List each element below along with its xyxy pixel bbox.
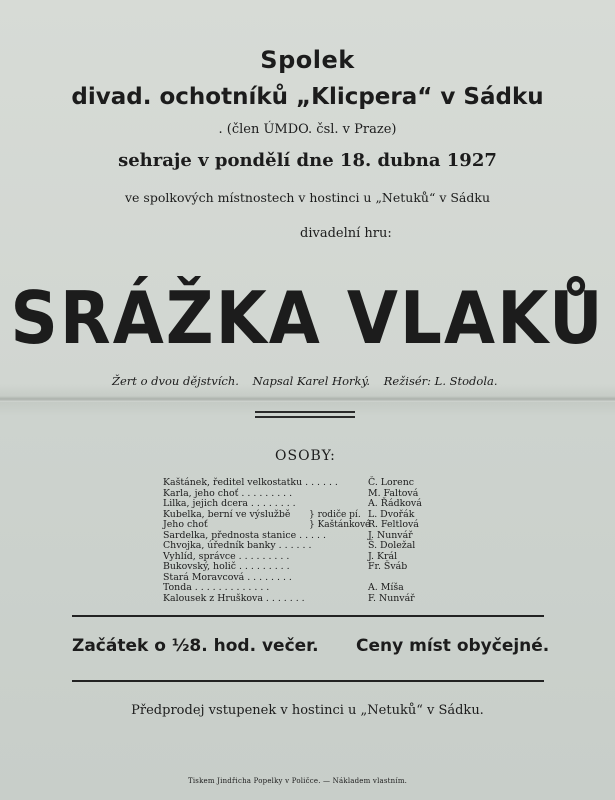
divider-bottom [255, 416, 355, 418]
cast-actor: A. Řádková [368, 498, 422, 509]
cast-actor: R. Feltlová [368, 519, 419, 530]
cast-actor: A. Míša [368, 582, 404, 593]
divider-top [255, 411, 355, 413]
cast-role: Jeho choť [163, 519, 208, 530]
header-membership: . (člen ÚMDO. čsl. v Praze) [218, 122, 397, 137]
cast-role: Sardelka, přednosta stanice [163, 529, 297, 541]
cast-leader-dots: . . . . . . [275, 540, 312, 551]
rule-top [72, 615, 544, 617]
play-credits [112, 374, 508, 388]
cast-leader-dots: . . . . . . . . [247, 498, 296, 509]
cast-role: Bukovský, holič [163, 561, 236, 572]
cast-leader-dots: . . . . . . . [262, 592, 305, 604]
start-time: Začátek o ½8. hod. večer. [72, 636, 319, 656]
cast-actor: F. Nunvář [368, 592, 415, 604]
cast-leader-dots: . . . . . . . . . [235, 550, 290, 562]
play-genre: Žert o dvou dějstvích. [112, 374, 239, 388]
play-director: Režisér: L. Stodola. [383, 374, 498, 388]
performance-date: sehraje v pondělí dne 18. dubna 1927 [118, 150, 497, 171]
cast-row [163, 594, 423, 605]
cast-leader-dots: . . . . . . . . [244, 571, 292, 583]
cast-role: Lilka, jejich dcera [163, 498, 248, 509]
cast-role-note: } rodiče pí. [309, 509, 361, 520]
presale-info: Předprodej vstupenek v hostinci u „Netuků“ v Sádku. [131, 703, 484, 718]
cast-role: Stará Moravcová [163, 571, 245, 583]
printer-imprint: Tiskem Jindřicha Popelky v Poličce. — Nákladem vlastním. [188, 777, 408, 785]
cast-row [163, 499, 423, 510]
cast-leader-dots: . . . . . . . . . . . . . [191, 582, 270, 593]
play-author: Napsal Karel Horký. [252, 374, 371, 388]
paper-fold [0, 396, 615, 402]
cast-actor: Č. Lorenc [368, 477, 414, 488]
header-society-name: divad. ochotníků „Klicpera“ v Sádku [71, 84, 544, 110]
cast-actor: J. Král [368, 550, 398, 562]
cast-role: Karla, jeho choť [163, 487, 239, 499]
play-title: SRÁŽKA VLAKŮ [10, 276, 605, 361]
cast-list [163, 478, 423, 604]
cast-role: Kaštánek, ředitel velkostatku [163, 477, 303, 488]
cast-leader-dots: . . . . . . . . . [235, 561, 290, 572]
rule-bottom [72, 680, 544, 682]
cast-actor: Fr. Šváb [368, 561, 408, 572]
cast-leader-dots: . . . . . . . . . [238, 487, 293, 499]
cast-heading: OSOBY: [275, 448, 336, 464]
intro-text: divadelní hru: [300, 226, 392, 241]
cast-role: Tonda [163, 582, 192, 593]
cast-leader-dots: . . . . . . [302, 477, 338, 488]
cast-actor: Š. Doležal [368, 540, 416, 551]
header-spolek: Spolek [260, 46, 355, 74]
cast-role: Kalousek z Hruškova [163, 592, 263, 604]
performance-venue: ve spolkových místnostech v hostinci u „Netuků“ v Sádku [125, 190, 490, 205]
cast-actor: M. Faltová [368, 487, 419, 499]
cast-role: Vyhlíd, správce [163, 550, 236, 562]
ticket-prices: Ceny míst obyčejné. [356, 636, 550, 656]
cast-actor: L. Dvořák [368, 508, 415, 520]
cast-role: Chvojka, úředník banky [163, 540, 276, 551]
cast-role-note: } Kaštánkové [309, 520, 371, 530]
cast-leader-dots: . . . . . [296, 529, 326, 541]
cast-role: Kubelka, berní ve výslužbě [163, 508, 291, 520]
cast-actor: J. Nunvář [368, 529, 413, 541]
